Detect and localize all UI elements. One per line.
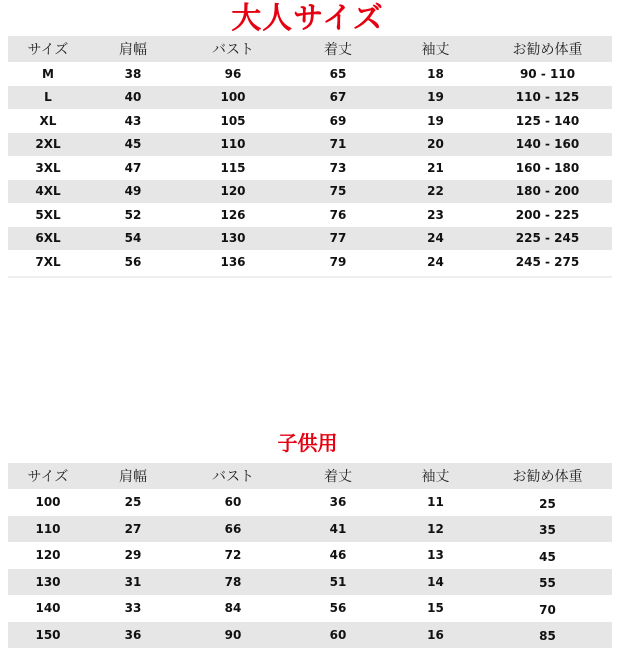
cell-length: 73 [288,156,388,180]
cell-length: 60 [288,622,388,648]
cell-shoulder: 25 [88,489,178,516]
cell-length: 71 [288,133,388,157]
cell-shoulder: 33 [88,595,178,622]
cell-weight: 25 [483,489,612,516]
cell-sleeve: 14 [388,569,483,596]
table-row [8,250,612,274]
header-weight: お勧め体重 [483,36,612,62]
cell-bust: 84 [178,595,288,622]
cell-shoulder: 56 [88,250,178,274]
table-row [8,542,612,569]
cell-weight: 200 - 225 [483,203,612,227]
header-length: 着丈 [288,36,388,62]
table-row [8,622,612,648]
cell-sleeve: 19 [388,86,483,110]
cell-length: 76 [288,203,388,227]
table-row [8,595,612,622]
cell-bust: 130 [178,227,288,251]
cell-weight: 110 - 125 [483,86,612,110]
cell-sleeve: 12 [388,516,483,543]
cell-bust: 136 [178,250,288,274]
cell-bust: 96 [178,62,288,86]
cell-length: 56 [288,595,388,622]
adult-table-body [8,62,612,274]
cell-length: 75 [288,180,388,204]
cell-sleeve: 19 [388,109,483,133]
cell-length: 79 [288,250,388,274]
cell-shoulder: 40 [88,86,178,110]
table-header-row [8,463,612,489]
table-row [8,62,612,86]
cell-bust: 60 [178,489,288,516]
cell-shoulder: 49 [88,180,178,204]
cell-bust: 110 [178,133,288,157]
cell-bust: 120 [178,180,288,204]
cell-length: 69 [288,109,388,133]
table-row [8,109,612,133]
header-shoulder: 肩幅 [88,36,178,62]
table-row [8,516,612,543]
header-bust: バスト [178,36,288,62]
cell-shoulder: 38 [88,62,178,86]
cell-weight: 70 [483,595,612,622]
cell-size: XL [8,109,88,133]
table-header-row [8,36,612,62]
table-row [8,227,612,251]
cell-size: 3XL [8,156,88,180]
table-row [8,86,612,110]
cell-bust: 126 [178,203,288,227]
cell-weight: 140 - 160 [483,133,612,157]
cell-sleeve: 21 [388,156,483,180]
cell-sleeve: 20 [388,133,483,157]
cell-bust: 115 [178,156,288,180]
cell-size: 5XL [8,203,88,227]
table-row [8,489,612,516]
cell-shoulder: 31 [88,569,178,596]
cell-shoulder: 43 [88,109,178,133]
header-size: サイズ [8,463,88,489]
cell-length: 46 [288,542,388,569]
cell-weight: 35 [483,516,612,543]
table-row [8,133,612,157]
header-size: サイズ [8,36,88,62]
cell-bust: 66 [178,516,288,543]
cell-length: 51 [288,569,388,596]
cell-shoulder: 47 [88,156,178,180]
cell-size: 7XL [8,250,88,274]
cell-sleeve: 15 [388,595,483,622]
cell-shoulder: 54 [88,227,178,251]
header-sleeve: 袖丈 [388,463,483,489]
header-shoulder: 肩幅 [88,463,178,489]
cell-size: 150 [8,622,88,648]
header-sleeve: 袖丈 [388,36,483,62]
cell-sleeve: 22 [388,180,483,204]
table-row [8,156,612,180]
cell-size: 6XL [8,227,88,251]
adult-size-table [8,36,612,274]
cell-size: 120 [8,542,88,569]
cell-weight: 90 - 110 [483,62,612,86]
table-row [8,569,612,596]
cell-shoulder: 29 [88,542,178,569]
cell-length: 36 [288,489,388,516]
cell-sleeve: 24 [388,227,483,251]
cell-weight: 85 [483,622,612,648]
table-row [8,203,612,227]
header-weight: お勧め体重 [483,463,612,489]
cell-bust: 105 [178,109,288,133]
adult-size-title: 大人サイズ [0,0,615,38]
cell-length: 67 [288,86,388,110]
cell-size: 4XL [8,180,88,204]
cell-bust: 78 [178,569,288,596]
cell-size: 100 [8,489,88,516]
cell-sleeve: 24 [388,250,483,274]
cell-weight: 125 - 140 [483,109,612,133]
cell-size: L [8,86,88,110]
cell-shoulder: 52 [88,203,178,227]
cell-size: 130 [8,569,88,596]
cell-weight: 55 [483,569,612,596]
cell-weight: 45 [483,542,612,569]
table-row [8,180,612,204]
cell-size: 2XL [8,133,88,157]
cell-bust: 90 [178,622,288,648]
cell-shoulder: 27 [88,516,178,543]
cell-sleeve: 13 [388,542,483,569]
cell-length: 41 [288,516,388,543]
kids-size-table [8,463,612,648]
cell-weight: 180 - 200 [483,180,612,204]
cell-shoulder: 45 [88,133,178,157]
cell-size: 140 [8,595,88,622]
cell-bust: 72 [178,542,288,569]
cell-sleeve: 18 [388,62,483,86]
cell-length: 77 [288,227,388,251]
cell-bust: 100 [178,86,288,110]
cell-sleeve: 23 [388,203,483,227]
header-length: 着丈 [288,463,388,489]
cell-weight: 160 - 180 [483,156,612,180]
cell-sleeve: 11 [388,489,483,516]
cell-sleeve: 16 [388,622,483,648]
cell-weight: 245 - 275 [483,250,612,274]
cell-length: 65 [288,62,388,86]
cell-size: M [8,62,88,86]
kids-size-title: 子供用 [0,428,615,458]
cell-size: 110 [8,516,88,543]
kids-table-body [8,489,612,648]
header-bust: バスト [178,463,288,489]
cell-shoulder: 36 [88,622,178,648]
adult-table-bottom-line [8,276,612,278]
cell-weight: 225 - 245 [483,227,612,251]
